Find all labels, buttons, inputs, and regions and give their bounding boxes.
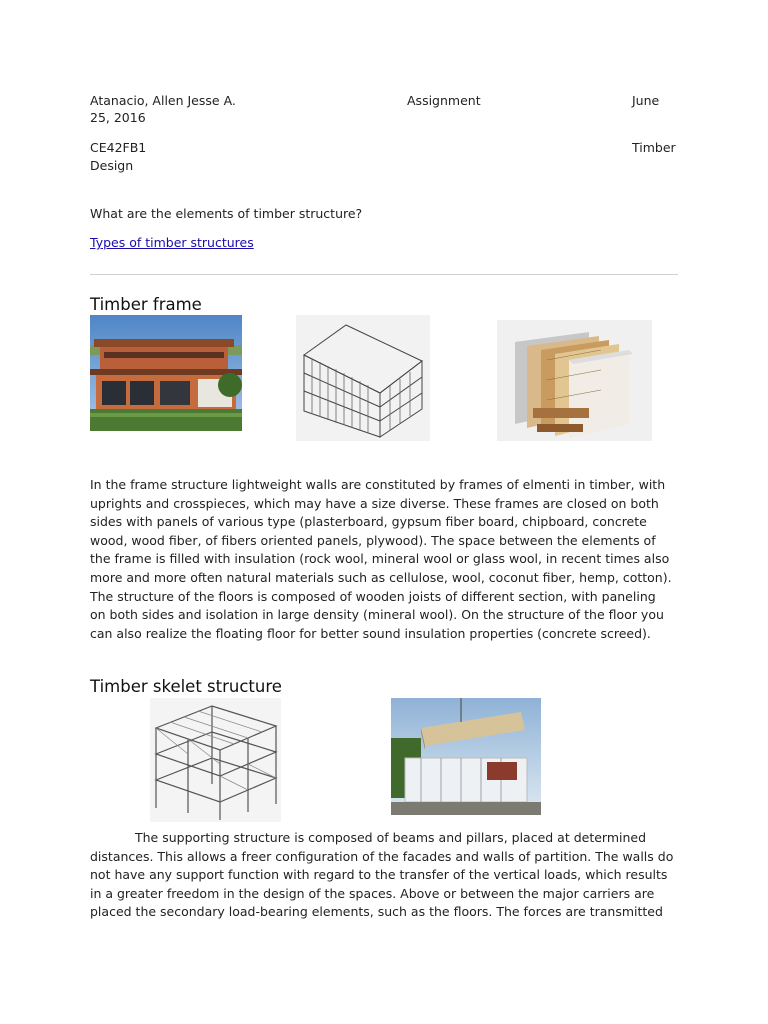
assignment-label: Assignment bbox=[407, 93, 481, 108]
date-rest: 25, 2016 bbox=[90, 110, 146, 125]
types-of-timber-structures-link[interactable]: Types of timber structures bbox=[90, 235, 254, 250]
paragraph-line: distances. This allows a freer configuration of the facades and walls of partition. The walls do bbox=[90, 848, 674, 864]
paragraph-line: not have any support function with regard to the transfer of the vertical loads, which results bbox=[90, 867, 668, 883]
paragraph-line: uprights and crosspieces, which may have a size diverse. These frames are closed on both bbox=[90, 495, 659, 511]
author-name: Atanacio, Allen Jesse A. bbox=[90, 93, 236, 108]
timber-skeleton-construction-photo bbox=[391, 698, 541, 815]
timber-skeleton-drawing bbox=[150, 698, 281, 822]
date-month: June bbox=[632, 93, 660, 108]
timber-wall-panel-section-image bbox=[497, 320, 652, 441]
section-heading-timber-frame: Timber frame bbox=[90, 295, 202, 314]
subject-part1: Timber bbox=[632, 140, 676, 155]
paragraph-line: sides with panels of various type (plasterboard, gypsum fiber board, chipboard, concrete bbox=[90, 514, 647, 530]
paragraph-line: more and more often natural materials such as cellulose, wool, coconut fiber, hemp, cotton). bbox=[90, 569, 672, 585]
timber-frame-paragraph bbox=[90, 476, 690, 643]
timber-skelet-paragraph bbox=[90, 829, 690, 922]
section-heading-timber-skelet-structure: Timber skelet structure bbox=[90, 677, 282, 696]
paragraph-line: in a greater freedom in the design of the spaces. Above or between the major carriers are bbox=[90, 885, 655, 901]
timber-frame-wireframe-drawing bbox=[296, 315, 430, 441]
course-code: CE42FB1 bbox=[90, 140, 147, 155]
horizontal-rule bbox=[90, 274, 678, 275]
paragraph-line: can also realize the floating floor for better sound insulation properties (concrete screed). bbox=[90, 625, 651, 641]
paragraph-line: In the frame structure lightweight walls are constituted by frames of elmenti in timber, with bbox=[90, 477, 666, 492]
paragraph-line: the frame is filled with insulation (rock wool, mineral wool or glass wool, in recent times also bbox=[90, 551, 670, 567]
paragraph-line: The supporting structure is composed of beams and pillars, placed at determined bbox=[135, 830, 647, 845]
question-text: What are the elements of timber structure? bbox=[90, 206, 363, 221]
paragraph-line: placed the secondary load-bearing elements, such as the floors. The forces are transmitted bbox=[90, 904, 663, 920]
subject-part2: Design bbox=[90, 158, 134, 173]
paragraph-line: on both sides and isolation in large density (mineral wool). On the structure of the floor you bbox=[90, 607, 664, 623]
paragraph-line: wood, wood fiber, of fibers oriented panels, plywood). The space between the elements of bbox=[90, 532, 656, 548]
timber-frame-house-photo bbox=[90, 315, 242, 431]
paragraph-line: The structure of the floors is composed of wooden joists of different section, with paneling bbox=[90, 588, 656, 604]
